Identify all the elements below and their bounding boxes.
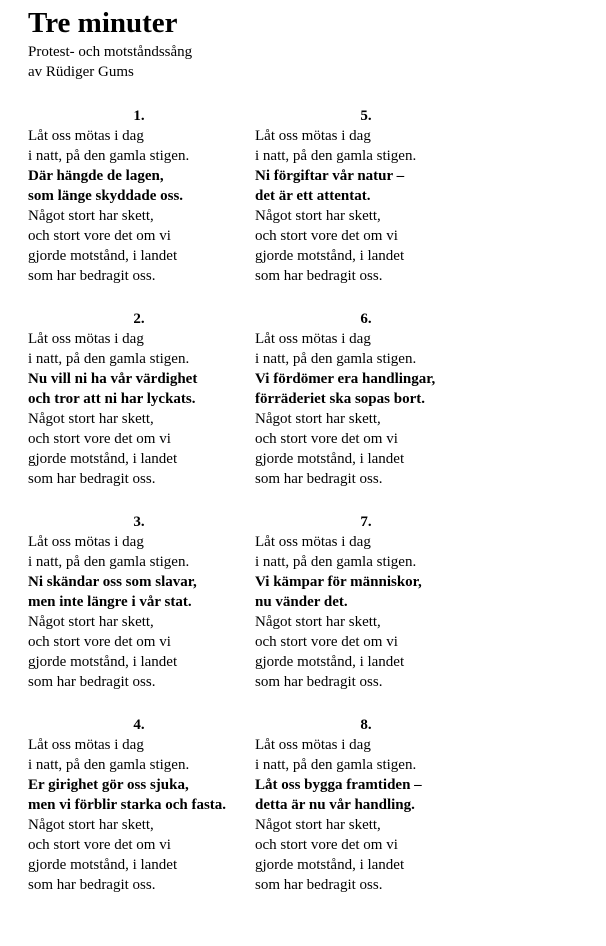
verse-line: och stort vore det om vi [28,634,171,650]
subtitle-line: Protest- och motståndssång [28,44,193,60]
verse-line: Låt oss mötas i dag [255,128,371,144]
verse-6 [255,309,480,489]
verse-line: och stort vore det om vi [28,228,171,244]
verse-line: i natt, på den gamla stigen. [255,554,417,570]
verse-number: 3. [133,514,145,530]
verse-line: gjorde motstånd, i landet [28,857,178,873]
verse-line: i natt, på den gamla stigen. [28,554,190,570]
verse-number: 6. [360,311,372,327]
verse-line: Något stort har skett, [255,614,381,630]
verse-line-bold: Vi kämpar för människor, [255,574,422,590]
verse-line-bold: och tror att ni har lyckats. [28,391,196,407]
verse-line-bold: nu vänder det. [255,594,348,610]
verse-line-bold: Nu vill ni ha vår värdighet [28,371,198,387]
verse-line: i natt, på den gamla stigen. [255,351,417,367]
verse-line: Något stort har skett, [28,614,154,630]
verse-line: Något stort har skett, [255,411,381,427]
verse-line: som har bedragit oss. [28,471,156,487]
author-line: av Rüdiger Gums [28,64,134,80]
verse-line: som har bedragit oss. [255,268,383,284]
verse-number: 7. [360,514,372,530]
verse-line: i natt, på den gamla stigen. [28,757,190,773]
page-title: Tre minuter [28,7,178,39]
verse-line-bold: Ni förgiftar vår natur – [255,168,405,184]
verse-line-bold: men inte längre i vår stat. [28,594,192,610]
verse-line: Låt oss mötas i dag [255,534,371,550]
verse-line: och stort vore det om vi [255,837,398,853]
verse-line-bold: Ni skändar oss som slavar, [28,574,197,590]
verse-line: gjorde motstånd, i landet [28,451,178,467]
verse-line: Något stort har skett, [28,208,154,224]
verse-5 [255,106,480,286]
verse-line: som har bedragit oss. [28,268,156,284]
verse-number: 1. [133,108,145,124]
verse-line: gjorde motstånd, i landet [28,654,178,670]
verse-line: i natt, på den gamla stigen. [255,757,417,773]
verse-line-bold: det är ett attentat. [255,188,371,204]
verse-line: Låt oss mötas i dag [28,128,144,144]
verse-line: Låt oss mötas i dag [28,737,144,753]
verse-line: Låt oss mötas i dag [255,331,371,347]
verse-line: i natt, på den gamla stigen. [28,148,190,164]
verse-line: i natt, på den gamla stigen. [28,351,190,367]
verse-line: och stort vore det om vi [255,228,398,244]
verse-line-bold: men vi förblir starka och fasta. [28,797,227,813]
verse-line: och stort vore det om vi [28,837,171,853]
verse-line-bold: Låt oss bygga framtiden – [255,777,422,793]
verse-line: som har bedragit oss. [28,674,156,690]
verse-line: gjorde motstånd, i landet [255,451,405,467]
verse-line: och stort vore det om vi [28,431,171,447]
verse-line: som har bedragit oss. [255,877,383,893]
verse-line: gjorde motstånd, i landet [255,654,405,670]
verse-line: Något stort har skett, [255,817,381,833]
verse-line-bold: förräderiet ska sopas bort. [255,391,425,407]
verse-3 [28,512,253,692]
verse-line: gjorde motstånd, i landet [255,248,405,264]
verse-line: och stort vore det om vi [255,431,398,447]
verse-line: Något stort har skett, [28,411,154,427]
verse-number: 8. [360,717,372,733]
verse-line: Låt oss mötas i dag [28,534,144,550]
verse-2 [28,309,253,489]
verse-line: i natt, på den gamla stigen. [255,148,417,164]
verse-number: 4. [133,717,145,733]
verse-7 [255,512,480,692]
verse-1 [28,106,253,286]
verse-line-bold: Vi fördömer era handlingar, [255,371,436,387]
verse-line: Låt oss mötas i dag [255,737,371,753]
verse-line: Något stort har skett, [28,817,154,833]
verse-line: som har bedragit oss. [255,471,383,487]
verse-line: och stort vore det om vi [255,634,398,650]
verse-number: 2. [133,311,145,327]
verse-line: Något stort har skett, [255,208,381,224]
verse-line: Låt oss mötas i dag [28,331,144,347]
verse-number: 5. [360,108,372,124]
verse-line: som har bedragit oss. [255,674,383,690]
subtitle [28,42,192,82]
verse-line-bold: Er girighet gör oss sjuka, [28,777,189,793]
verse-4 [28,715,253,895]
verse-line-bold: Där hängde de lagen, [28,168,164,184]
verse-8 [255,715,480,895]
verse-line-bold: som länge skyddade oss. [28,188,184,204]
verse-line: gjorde motstånd, i landet [255,857,405,873]
verse-line: som har bedragit oss. [28,877,156,893]
verse-line: gjorde motstånd, i landet [28,248,178,264]
verse-line-bold: detta är nu vår handling. [255,797,415,813]
